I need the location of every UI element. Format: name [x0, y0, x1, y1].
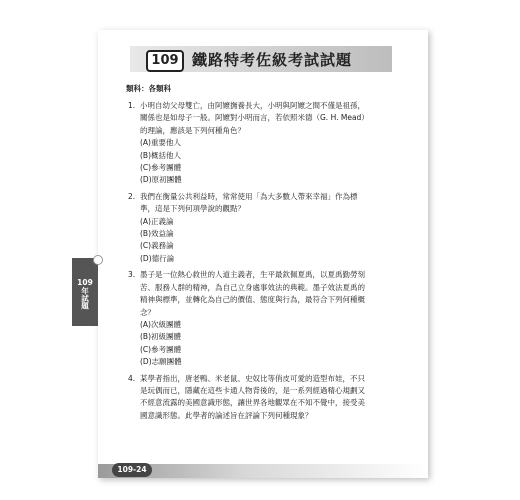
side-tab-text	[72, 278, 98, 312]
answer-option: (D)德行論	[140, 253, 175, 263]
question-list	[118, 100, 398, 426]
side-tab-label: 年試題	[80, 287, 90, 310]
question-text-line: 的理論，應該是下列何種角色？	[140, 125, 245, 135]
question-text-line: 苦、服務人群的精神，為自己立身處事效法的典範。墨子效法夏禹的	[140, 282, 365, 292]
question-text-line: 關係也是如母子一般。阿嬤對小明而言，若依照米德（G. H. Mead）	[140, 113, 369, 123]
question-item	[118, 373, 398, 423]
question-text-line: 某學者指出，唐老鴨、米老鼠、史奴比等俏皮可愛的造型布娃，不只	[140, 373, 365, 383]
question-item	[118, 100, 398, 187]
question-text-line: 我們在衡量公共利益時，常常使用「為大多數人帶來幸福」作為標	[140, 191, 358, 201]
page-title: 鐵路特考佐級考試試題	[192, 51, 353, 69]
answer-option: (A)重要他人	[140, 138, 181, 148]
question-text-line: 念？	[140, 307, 155, 317]
question-item	[118, 191, 398, 265]
answer-option: (C)參考團體	[140, 163, 182, 173]
exam-number-badge: 109	[146, 50, 184, 72]
answer-option: (D)原初團體	[140, 175, 182, 185]
answer-option: (B)概括他人	[140, 150, 181, 160]
question-text-line: 精神與標準，並轉化為自己的價值、態度與行為，最符合下列何種概	[140, 295, 365, 305]
side-tab-dot	[93, 255, 103, 265]
answer-option: (C)參考團體	[140, 344, 182, 354]
answer-option: (D)志願團體	[140, 357, 182, 367]
subject-label: 類科：各類科	[126, 84, 171, 93]
question-text-line: 不經意流露的美國意識形態，讓世界各地觀眾在不知不覺中，接受美	[140, 398, 365, 408]
answer-option: (B)效益論	[140, 229, 174, 239]
side-tab	[72, 258, 98, 326]
question-text-line: 準，這是下列何項學說的觀點？	[140, 204, 245, 214]
question-text-line: 是玩偶而已，隱藏在這些卡通人物背後的，是一系列經過精心規劃又	[140, 385, 365, 395]
question-text-line: 國意識形態。此學者的論述旨在評論下列何種現象？	[140, 410, 313, 420]
question-number: 3.	[128, 270, 136, 280]
question-text-line: 小明自幼父母雙亡，由阿嬤撫養長大，小明與阿嬤之間不僅是祖孫，	[140, 101, 365, 110]
side-tab-year: 109	[77, 278, 93, 287]
answer-option: (B)初級團體	[140, 332, 181, 342]
question-number: 2.	[128, 191, 136, 201]
question-text-line: 墨子是一位熱心救世的人道主義者，生平最欽佩夏禹，以夏禹勤勞刻	[140, 270, 365, 280]
answer-option: (C)義務論	[140, 241, 174, 251]
question-number: 1.	[128, 101, 136, 110]
answer-option: (A)次級團體	[140, 319, 181, 329]
question-number: 4.	[128, 373, 136, 383]
question-item	[118, 269, 398, 368]
page-number: 109-24	[112, 463, 152, 477]
answer-option: (A)正義論	[140, 216, 174, 226]
